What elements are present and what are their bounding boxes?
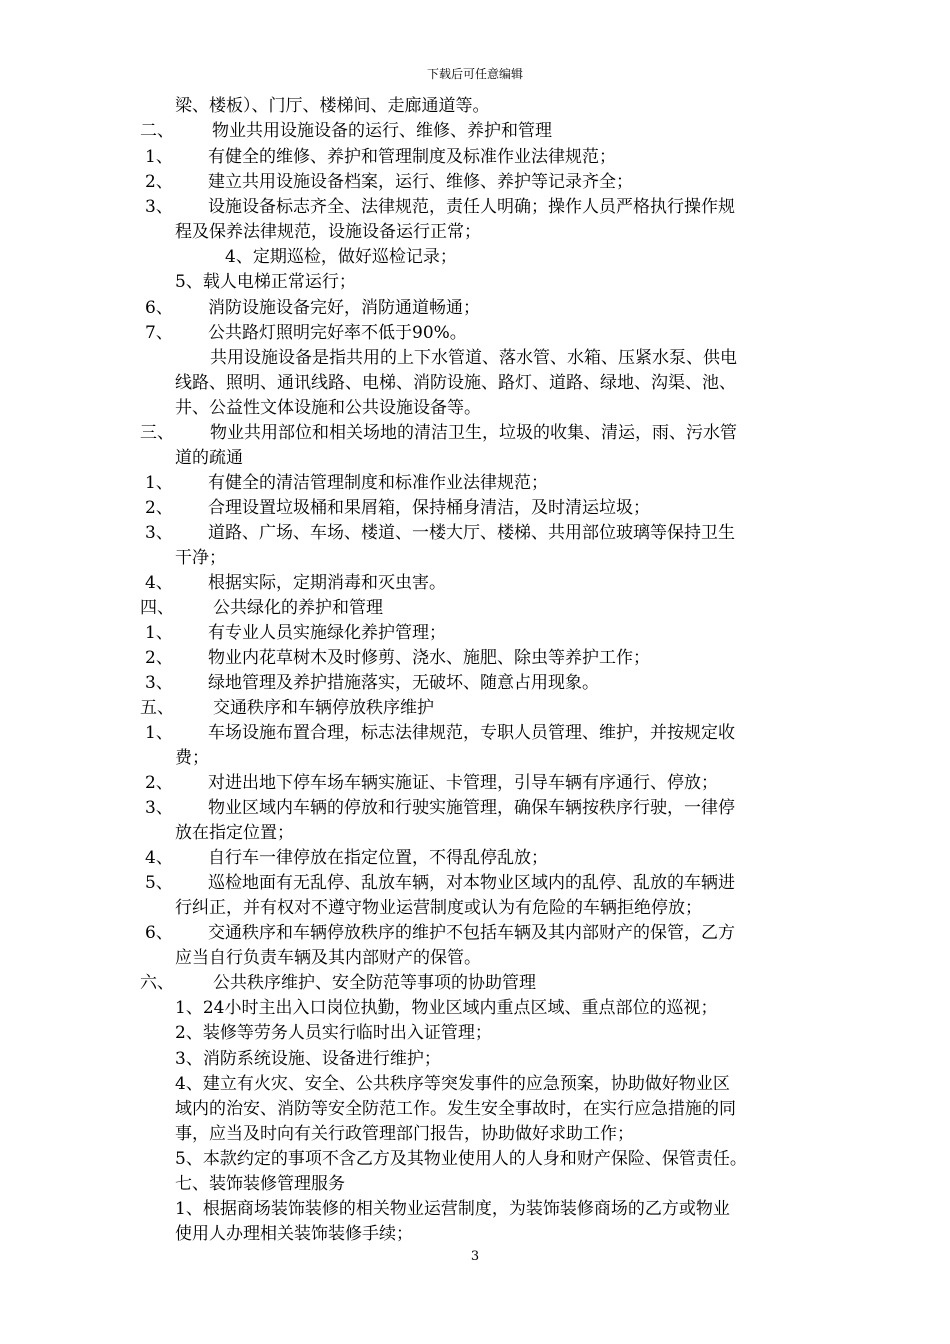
text-line: 对进出地下停车场车辆实施证、卡管理，引导车辆有序通行、停放； bbox=[208, 773, 718, 793]
item-number: 2、 bbox=[145, 648, 173, 668]
item-number: 1、 bbox=[145, 147, 173, 167]
item-number: 5、 bbox=[145, 873, 173, 893]
text-line: 事，应当及时向有关行政管理部门报告，协助做好求助工作； bbox=[175, 1124, 634, 1144]
item-number: 1、 bbox=[145, 723, 173, 743]
text-line: 道路、广场、车场、楼道、一楼大厅、楼梯、共用部位玻璃等保持卫生 bbox=[208, 523, 735, 543]
text-line: 设施设备标志齐全、法律规范，责任人明确；操作人员严格执行操作规 bbox=[208, 197, 735, 217]
item-number: 六、 bbox=[140, 973, 174, 993]
text-line: 应当自行负责车辆及其内部财产的保管。 bbox=[175, 948, 481, 968]
text-line: 绿地管理及养护措施落实，无破坏、随意占用现象。 bbox=[208, 673, 599, 693]
item-number: 3、 bbox=[145, 673, 173, 693]
item-number: 四、 bbox=[140, 598, 174, 618]
text-line: 道的疏通 bbox=[175, 448, 243, 468]
text-line: 有健全的清洁管理制度和标准作业法律规范； bbox=[208, 473, 548, 493]
item-number: 2、 bbox=[145, 773, 173, 793]
text-line: 线路、照明、通讯线路、电梯、消防设施、路灯、道路、绿地、沟渠、池、 bbox=[175, 373, 736, 393]
text-line: 3、消防系统设施、设备进行维护； bbox=[175, 1049, 441, 1069]
page-header: 下载后可任意编辑 bbox=[426, 67, 523, 81]
text-line: 交通秩序和车辆停放秩序的维护不包括车辆及其内部财产的保管，乙方 bbox=[208, 923, 735, 943]
text-line: 消防设施设备完好，消防通道畅通； bbox=[208, 298, 480, 318]
text-line: 合理设置垃圾桶和果屑箱，保持桶身清洁，及时清运垃圾； bbox=[208, 498, 650, 518]
item-number: 2、 bbox=[145, 498, 173, 518]
text-line: 共用设施设备是指共用的上下水管道、落水管、水箱、压紧水泵、供电 bbox=[210, 348, 737, 368]
item-number: 4、 bbox=[145, 848, 173, 868]
text-line: 使用人办理相关装饰装修手续； bbox=[175, 1224, 413, 1244]
item-number: 1、 bbox=[145, 623, 173, 643]
item-number: 二、 bbox=[140, 121, 174, 141]
text-line: 梁、楼板）、门厅、楼梯间、走廊通道等。 bbox=[175, 96, 490, 116]
text-line: 建立共用设施设备档案，运行、维修、养护等记录齐全； bbox=[208, 172, 633, 192]
text-line: 费； bbox=[175, 748, 209, 768]
item-number: 6、 bbox=[145, 298, 173, 318]
text-line: 物业共用设施设备的运行、维修、养护和管理 bbox=[212, 121, 552, 141]
text-line: 干净； bbox=[175, 548, 226, 568]
item-number: 三、 bbox=[140, 423, 174, 443]
text-line: 交通秩序和车辆停放秩序维护 bbox=[213, 698, 434, 718]
text-line: 有专业人员实施绿化养护管理； bbox=[208, 623, 446, 643]
text-line: 2、装修等劳务人员实行临时出入证管理； bbox=[175, 1023, 492, 1043]
text-line: 车场设施布置合理，标志法律规范，专职人员管理、维护，并按规定收 bbox=[208, 723, 735, 743]
text-line: 自行车一律停放在指定位置，不得乱停乱放； bbox=[208, 848, 548, 868]
item-number: 2、 bbox=[145, 172, 173, 192]
item-number: 1、 bbox=[145, 473, 173, 493]
text-line: 公共绿化的养护和管理 bbox=[213, 598, 383, 618]
text-line: 七、装饰装修管理服务 bbox=[175, 1174, 345, 1194]
item-number: 3、 bbox=[145, 197, 173, 217]
item-number: 五、 bbox=[140, 698, 174, 718]
text-line: 物业区域内车辆的停放和行驶实施管理，确保车辆按秩序行驶，一律停 bbox=[208, 798, 735, 818]
item-number: 3、 bbox=[145, 523, 173, 543]
item-number: 4、 bbox=[145, 573, 173, 593]
text-line: 公共路灯照明完好率不低于90%。 bbox=[208, 323, 467, 343]
text-line: 4、定期巡检，做好巡检记录； bbox=[225, 247, 457, 267]
text-line: 1、24小时主出入口岗位执勤，物业区域内重点区域、重点部位的巡视； bbox=[175, 998, 718, 1018]
text-line: 根据实际，定期消毒和灭虫害。 bbox=[208, 573, 446, 593]
text-line: 有健全的维修、养护和管理制度及标准作业法律规范； bbox=[208, 147, 616, 167]
text-line: 物业共用部位和相关场地的清洁卫生，垃圾的收集、清运，雨、污水管 bbox=[210, 423, 737, 443]
item-number: 6、 bbox=[145, 923, 173, 943]
text-line: 行纠正，并有权对不遵守物业运营制度或认为有危险的车辆拒绝停放； bbox=[175, 898, 702, 918]
text-line: 1、根据商场装饰装修的相关物业运营制度，为装饰装修商场的乙方或物业 bbox=[175, 1199, 730, 1219]
page-number: 3 bbox=[470, 1249, 480, 1264]
item-number: 3、 bbox=[145, 798, 173, 818]
text-line: 井、公益性文体设施和公共设施设备等。 bbox=[175, 398, 481, 418]
text-line: 程及保养法律规范，设施设备运行正常； bbox=[175, 222, 481, 242]
item-number: 7、 bbox=[145, 323, 173, 343]
text-line: 4、建立有火灾、安全、公共秩序等突发事件的应急预案，协助做好物业区 bbox=[175, 1074, 730, 1094]
text-line: 巡检地面有无乱停、乱放车辆，对本物业区域内的乱停、乱放的车辆进 bbox=[208, 873, 735, 893]
text-line: 5、本款约定的事项不含乙方及其物业使用人的人身和财产保险、保管责任。 bbox=[175, 1149, 747, 1169]
text-line: 域内的治安、消防等安全防范工作。发生安全事故时，在实行应急措施的同 bbox=[175, 1099, 736, 1119]
text-line: 5、载人电梯正常运行； bbox=[175, 272, 356, 292]
text-line: 放在指定位置； bbox=[175, 823, 294, 843]
text-line: 物业内花草树木及时修剪、浇水、施肥、除虫等养护工作； bbox=[208, 648, 650, 668]
text-line: 公共秩序维护、安全防范等事项的协助管理 bbox=[213, 973, 536, 993]
